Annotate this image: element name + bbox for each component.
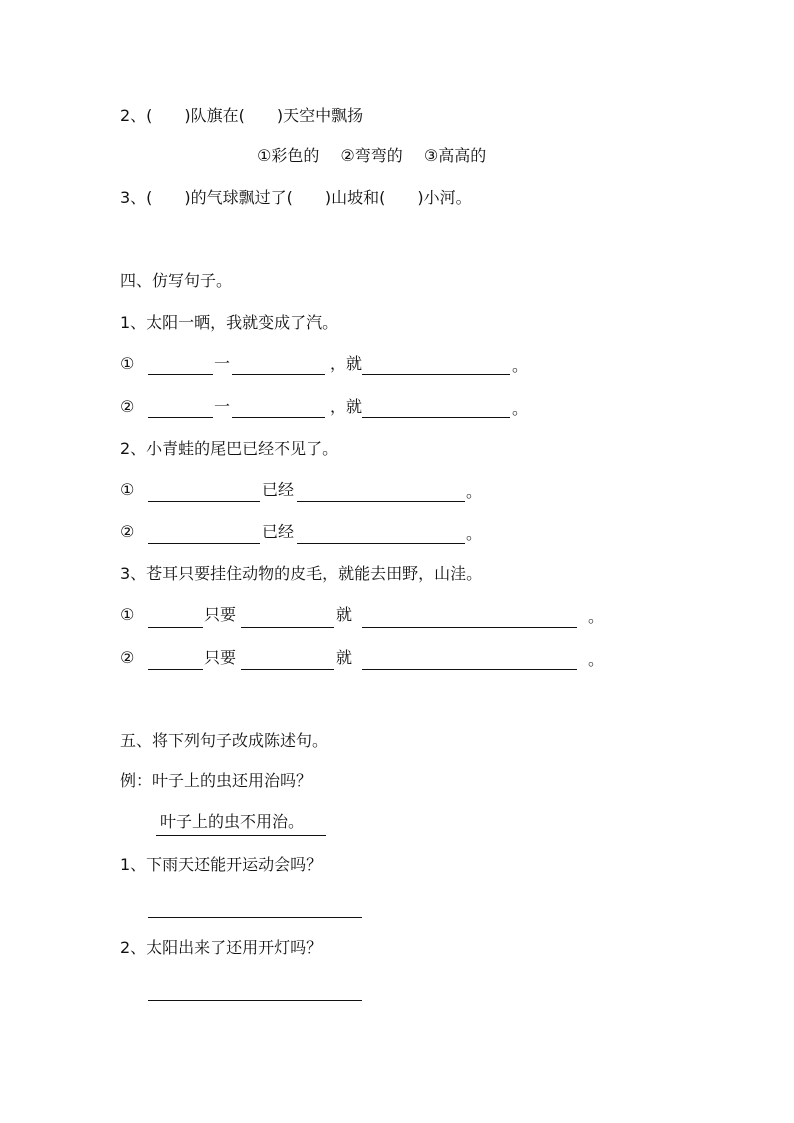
- section-5-heading: 五、将下列句子改成陈述句。: [120, 731, 329, 750]
- answer-blank[interactable]: [362, 669, 577, 670]
- sentence-end: 。: [512, 399, 529, 418]
- connector-word: ，就: [330, 354, 363, 373]
- sentence-end: 。: [512, 356, 529, 375]
- sentence-end: 。: [588, 607, 605, 626]
- example-prompt: 例：叶子上的虫还用治吗？: [120, 771, 313, 790]
- row-marker: ②: [120, 397, 135, 416]
- section-5-item-2-prompt: 2、太阳出来了还用开灯吗？: [120, 938, 323, 957]
- row-marker: ①: [120, 480, 135, 499]
- section-5-item-1-prompt: 1、下雨天还能开运动会吗？: [120, 855, 323, 874]
- answer-blank[interactable]: [148, 501, 260, 502]
- connector-word: 一: [214, 354, 231, 373]
- answer-blank[interactable]: [148, 669, 203, 670]
- answer-blank[interactable]: [241, 669, 334, 670]
- row-marker: ②: [120, 648, 135, 667]
- question-2-line: 2、( )队旗在( )天空中飘扬: [120, 106, 364, 125]
- section-5-item-1-answer-blank[interactable]: [148, 917, 362, 918]
- example-answer: 叶子上的虫不用治。: [160, 812, 305, 831]
- question-3-line: 3、( )的气球飘过了( )山坡和( )小河。: [120, 188, 472, 207]
- connector-word: 就: [336, 605, 353, 624]
- connector-word: 就: [336, 648, 353, 667]
- answer-blank[interactable]: [232, 417, 325, 418]
- row-marker: ①: [120, 354, 135, 373]
- answer-blank[interactable]: [148, 543, 260, 544]
- connector-word: 已经: [262, 480, 295, 499]
- section-4-item-1-prompt: 1、太阳一晒，我就变成了汽。: [120, 313, 339, 332]
- answer-blank[interactable]: [362, 374, 510, 375]
- example-answer-underline: [156, 835, 326, 836]
- answer-blank[interactable]: [362, 627, 577, 628]
- connector-word: 一: [214, 397, 231, 416]
- row-marker: ①: [120, 605, 135, 624]
- answer-blank[interactable]: [148, 417, 213, 418]
- connector-word: 只要: [204, 605, 237, 624]
- answer-blank[interactable]: [241, 627, 334, 628]
- connector-word: 只要: [204, 648, 237, 667]
- answer-blank[interactable]: [148, 374, 213, 375]
- answer-blank[interactable]: [297, 501, 465, 502]
- section-4-item-2-prompt: 2、小青蛙的尾巴已经不见了。: [120, 439, 339, 458]
- options-line: ①彩色的 ②弯弯的 ③高高的: [257, 146, 487, 165]
- row-marker: ②: [120, 522, 135, 541]
- sentence-end: 。: [466, 524, 483, 543]
- answer-blank[interactable]: [297, 543, 465, 544]
- connector-word: 已经: [262, 522, 295, 541]
- answer-blank[interactable]: [362, 417, 510, 418]
- answer-blank[interactable]: [148, 627, 203, 628]
- connector-word: ，就: [330, 397, 363, 416]
- sentence-end: 。: [588, 650, 605, 669]
- answer-blank[interactable]: [232, 374, 325, 375]
- section-5-item-2-answer-blank[interactable]: [148, 1000, 362, 1001]
- section-4-heading: 四、仿写句子。: [120, 271, 233, 290]
- section-4-item-3-prompt: 3、苍耳只要挂住动物的皮毛，就能去田野，山洼。: [120, 564, 483, 583]
- sentence-end: 。: [466, 482, 483, 501]
